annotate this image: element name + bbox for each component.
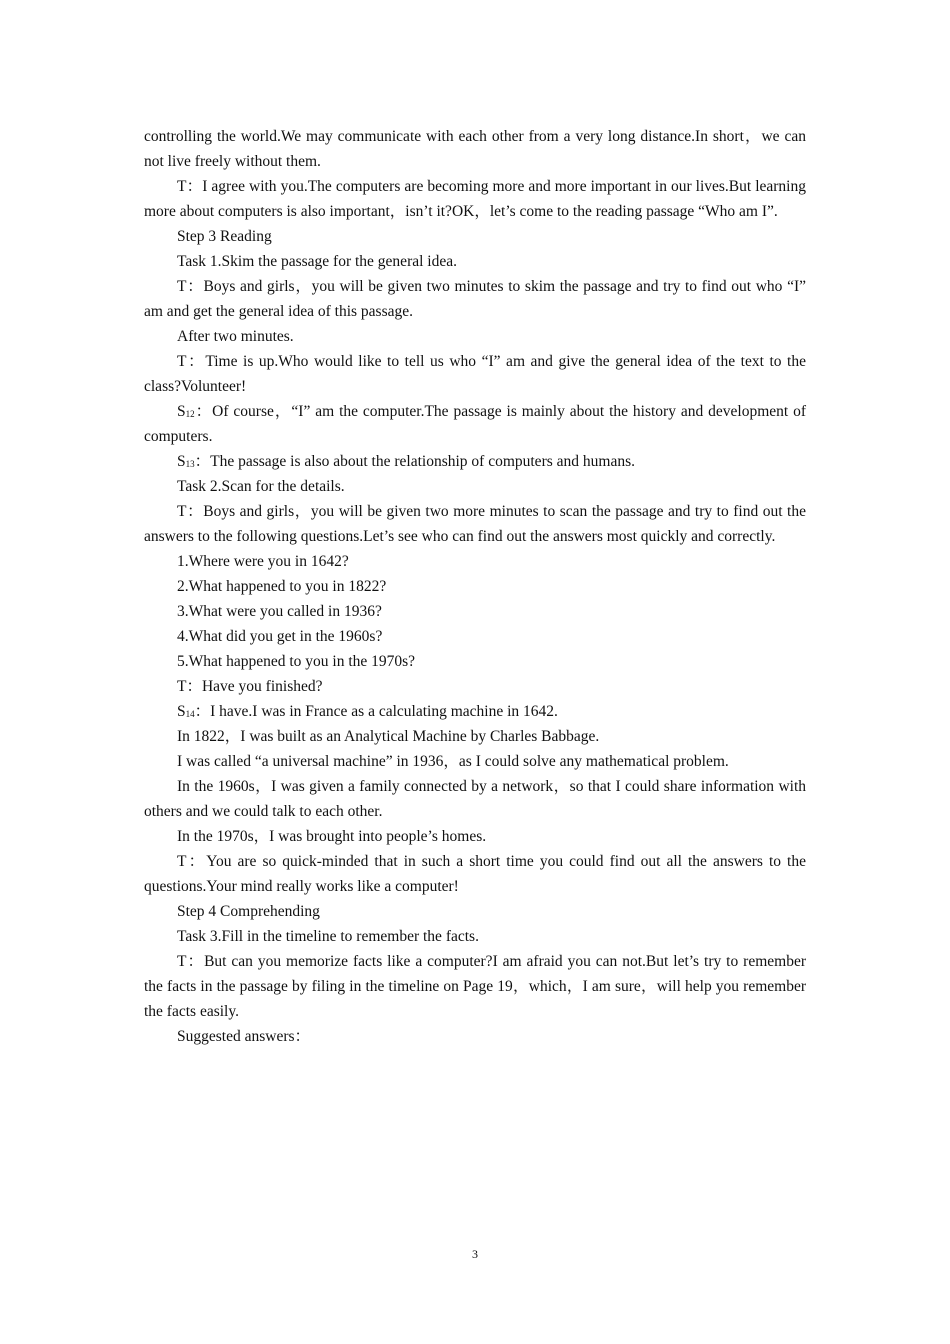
question-item: 5.What happened to you in the 1970s?: [177, 653, 416, 670]
speaker-label: S: [177, 703, 186, 720]
question-item: 4.What did you get in the 1960s?: [177, 628, 383, 645]
task-heading: Task 1.Skim the passage for the general idea.: [177, 253, 457, 270]
speaker-text: ：Of course，“I” am the computer.The passage is mainly about the history and development of computers.: [144, 403, 806, 445]
paragraph: I was called “a universal machine” in 1936，as I could solve any mathematical problem.: [177, 753, 729, 770]
paragraph: T：You are so quick-minded that in such a short time you could find out all the answers to the questions.Your mind really works like a computer!: [144, 853, 806, 895]
paragraph: controlling the world.We may communicate with each other from a very long distance.In short，we can not live freely without them.: [144, 128, 806, 170]
question-item: 2.What happened to you in 1822?: [177, 578, 387, 595]
paragraph: Suggested answers：: [177, 1028, 311, 1045]
paragraph: T：But can you memorize facts like a computer?I am afraid you can not.But let’s try to remember the facts in the passage by filing in the timeline on Page 19，which，I am sure，will help you remember the facts easily.: [144, 953, 806, 1020]
paragraph: [144, 699, 806, 724]
speaker-number: 13: [185, 459, 195, 469]
section-heading: Step 4 Comprehending: [177, 903, 320, 920]
question-item: 1.Where were you in 1642?: [177, 553, 349, 570]
page-body: [144, 124, 806, 1049]
paragraph: In the 1970s，I was brought into people’s homes.: [177, 828, 487, 845]
paragraph: [144, 399, 806, 449]
speaker-text: ：The passage is also about the relationship of computers and humans.: [194, 453, 635, 470]
page-number: 3: [472, 1247, 478, 1261]
paragraph: T：I agree with you.The computers are becoming more and more important in our lives.But learning more about computers is also important，isn’t it?OK，let’s come to the reading passage “Who am I”.: [144, 178, 806, 220]
paragraph: [144, 449, 806, 474]
speaker-number: 14: [185, 709, 195, 719]
paragraph: In 1822，I was built as an Analytical Machine by Charles Babbage.: [177, 728, 600, 745]
question-item: 3.What were you called in 1936?: [177, 603, 382, 620]
paragraph: T：Time is up.Who would like to tell us who “I” am and give the general idea of the text to the class?Volunteer!: [144, 353, 806, 395]
speaker-label: S: [177, 403, 186, 420]
paragraph: T：Boys and girls，you will be given two more minutes to scan the passage and try to find out the answers to the following questions.Let’s see who can find out the answers most quickly and correctly.: [144, 503, 806, 545]
task-heading: Task 3.Fill in the timeline to remember the facts.: [177, 928, 479, 945]
task-heading: Task 2.Scan for the details.: [177, 478, 345, 495]
paragraph: T：Boys and girls，you will be given two minutes to skim the passage and try to find out who “I” am and get the general idea of this passage.: [144, 278, 806, 320]
paragraph: After two minutes.: [177, 328, 294, 345]
section-heading: Step 3 Reading: [177, 228, 272, 245]
paragraph: In the 1960s，I was given a family connected by a network，so that I could share information with others and we could talk to each other.: [144, 778, 806, 820]
paragraph: T：Have you finished?: [177, 678, 323, 695]
speaker-text: ：I have.I was in France as a calculating machine in 1642.: [194, 703, 558, 720]
speaker-number: 12: [185, 409, 195, 419]
speaker-label: S: [177, 453, 186, 470]
